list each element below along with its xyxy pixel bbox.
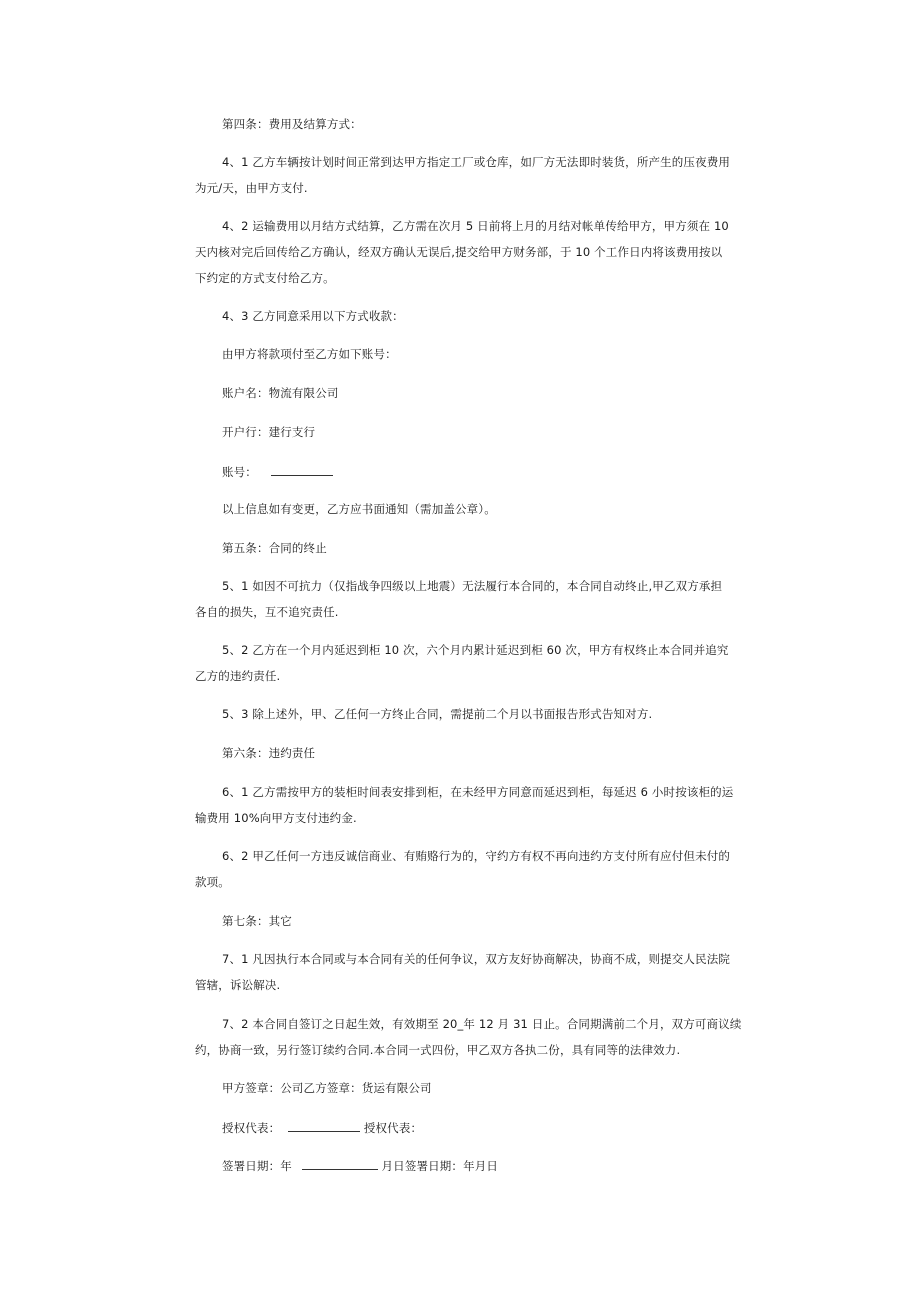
clause-5-2-line-1: 5、2 乙方在一个月内延迟到柜 10 次，六个月内累计延迟到柜 60 次，甲方有权终止本合同并追究 bbox=[222, 643, 729, 657]
clause-4-1-line-1: 4、1 乙方车辆按计划时间正常到达甲方指定工厂或仓库，如厂方无法即时装货，所产生的压夜费用 bbox=[222, 155, 731, 169]
authorized-rep-blank bbox=[288, 1120, 360, 1132]
info-change-notice: 以上信息如有变更，乙方应书面通知（需加盖公章）。 bbox=[222, 502, 496, 516]
clause-6-2-line-2: 款项。 bbox=[195, 875, 230, 889]
clause-7-1-line-2: 管辖，诉讼解决. bbox=[195, 978, 281, 992]
clause-5-2-line-2: 乙方的违约责任. bbox=[195, 669, 281, 683]
signatures-line: 甲方签章：公司乙方签章：货运有限公司 bbox=[222, 1081, 432, 1095]
signing-date-blank bbox=[302, 1158, 378, 1170]
clause-5-1-line-2: 各自的损失，互不追究责任. bbox=[195, 605, 339, 619]
clause-6-1-line-2: 输费用 10%向甲方支付违约金. bbox=[195, 811, 357, 825]
article-4-heading: 第四条：费用及结算方式： bbox=[222, 117, 362, 131]
clause-7-1-line-1: 7、1 凡因执行本合同或与本合同有关的任何争议，双方友好协商解决，协商不成，则提交人民法院 bbox=[222, 952, 731, 966]
authorized-rep-label-party-a: 授权代表： bbox=[222, 1121, 281, 1135]
clause-4-2-line-2: 天内核对完后回传给乙方确认，经双方确认无误后,提交给甲方财务部，于 10 个工作日内将该费用按以 bbox=[195, 245, 723, 259]
clause-7-2-line-1: 7、2 本合同自签订之日起生效，有效期至 20_年 12 月 31 日止。合同期满前二个月，双方可商议续 bbox=[222, 1017, 742, 1031]
clause-6-2-line-1: 6、2 甲乙任何一方违反诚信商业、有贿赂行为的，守约方有权不再向违约方支付所有应付但未付的 bbox=[222, 849, 731, 863]
article-7-heading: 第七条：其它 bbox=[222, 914, 292, 928]
signing-date-row bbox=[222, 1158, 498, 1173]
clause-7-2-line-2: 约，协商一致，另行签订续约合同.本合同一式四份，甲乙双方各执二份，具有同等的法律效力. bbox=[195, 1043, 681, 1057]
payment-intro: 由甲方将款项付至乙方如下账号： bbox=[222, 347, 397, 361]
clause-4-3: 4、3 乙方同意采用以下方式收款： bbox=[222, 309, 404, 323]
clause-4-1-line-2: 为元/天，由甲方支付. bbox=[195, 181, 308, 195]
clause-6-1-line-1: 6、1 乙方需按甲方的装柜时间表安排到柜，在未经甲方同意而延迟到柜，每延迟 6 小时按该柜的运 bbox=[222, 785, 734, 799]
article-6-heading: 第六条：违约责任 bbox=[222, 746, 316, 760]
account-number-row bbox=[222, 464, 333, 479]
authorized-rep-label-party-b: 授权代表： bbox=[363, 1121, 423, 1135]
signing-date-label-party-b: 月日签署日期：年月日 bbox=[381, 1159, 499, 1173]
account-number-label: 账号： bbox=[222, 465, 257, 479]
article-5-heading: 第五条：合同的终止 bbox=[222, 541, 327, 555]
signing-date-label-party-a: 签署日期：年 bbox=[222, 1159, 292, 1173]
account-number-blank bbox=[271, 464, 333, 476]
authorized-rep-row bbox=[222, 1120, 422, 1135]
clause-4-2-line-3: 下约定的方式支付给乙方。 bbox=[195, 271, 335, 285]
clause-5-1-line-1: 5、1 如因不可抗力（仅指战争四级以上地震）无法履行本合同的，本合同自动终止,甲乙双方承担 bbox=[222, 579, 723, 593]
account-name: 账户名：物流有限公司 bbox=[222, 386, 339, 400]
bank-branch: 开户行：建行支行 bbox=[222, 425, 316, 439]
clause-4-2-line-1: 4、2 运输费用以月结方式结算，乙方需在次月 5 日前将上月的月结对帐单传给甲方，甲方须在 10 bbox=[222, 219, 729, 233]
clause-5-3: 5、3 除上述外，甲、乙任何一方终止合同，需提前二个月以书面报告形式告知对方. bbox=[222, 707, 653, 721]
